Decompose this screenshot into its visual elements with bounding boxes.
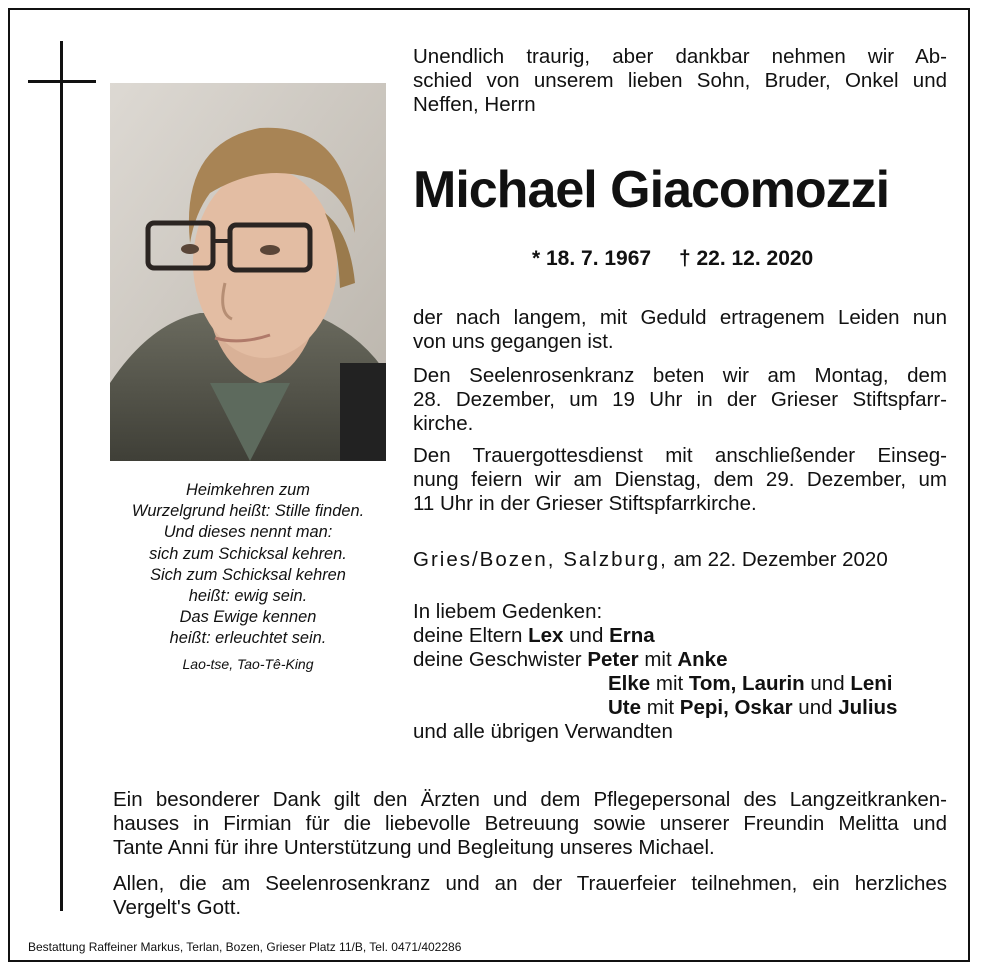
siblings-line: Elke mit Tom, Laurin und Leni: [608, 672, 893, 695]
poem-line: heißt: ewig sein.: [188, 587, 308, 606]
portrait-photo: [110, 83, 386, 461]
mourners-heading: In liebem Gedenken:: [413, 600, 603, 623]
deceased-name: Michael Giacomozzi: [413, 161, 890, 219]
thanks2-text: Allen, die am Seelenrosenkranz und an der Trauerfeier teilnehmen, ein herzliches Vergelt's Gott.: [113, 872, 947, 919]
funeral-text: Den Trauergottesdienst mit anschließender Einseg- nung feiern wir am Dienstag, dem 29. Dezember, um 11 Uhr in der Grieser Stiftspfarrkirche.: [413, 444, 947, 515]
funeral-home-footer: Bestattung Raffeiner Markus, Terlan, Bozen, Grieser Platz 11/B, Tel. 0471/402286: [28, 940, 462, 954]
cross-icon: [60, 41, 63, 911]
parents-line: deine Eltern Lex und Erna: [413, 624, 655, 647]
cross-icon-bar: [28, 80, 96, 83]
passing-text: der nach langem, mit Geduld ertragenem Leiden nun von uns gegangen ist.: [413, 306, 947, 353]
thanks-text: Ein besonderer Dank gilt den Ärzten und dem Pflegepersonal des Langzeitkranken- hauses in Firmian für die liebevolle Betreuung sowie unserer Freundin Melitta und Tante Anni für ihre Unterstützung und Begleitung unseres Michael.: [113, 788, 947, 859]
siblings-line: Ute mit Pepi, Oskar und Julius: [608, 696, 898, 719]
poem-line: Sich zum Schicksal kehren: [150, 565, 346, 584]
place: Gries/Bozen, Salzburg,: [413, 548, 668, 571]
poem-source: Lao-tse, Tao-Tê-King: [182, 655, 314, 672]
poem-line: Und dieses nennt man:: [163, 523, 333, 542]
siblings-line: deine Geschwister Peter mit Anke: [413, 648, 728, 671]
intro-text: Unendlich traurig, aber dankbar nehmen wir Ab- schied von unserem lieben Sohn, Bruder, Onkel und Neffen, Herrn: [413, 45, 947, 116]
poem-line: Wurzelgrund heißt: Stille finden.: [131, 502, 365, 521]
birth-date: * 18. 7. 1967: [532, 247, 652, 270]
poem: [110, 480, 386, 675]
relatives-line: und alle übrigen Verwandten: [413, 720, 673, 743]
date: am 22. Dezember 2020: [673, 548, 888, 571]
poem-line: sich zum Schicksal kehren.: [149, 544, 347, 563]
rosary-text: Den Seelenrosenkranz beten wir am Montag, dem 28. Dezember, um 19 Uhr in der Grieser Stiftspfarr- kirche.: [413, 364, 947, 435]
place-date: [413, 548, 947, 572]
life-dates: [532, 247, 835, 271]
poem-line: Das Ewige kennen: [179, 608, 317, 627]
poem-line: heißt: erleuchtet sein.: [169, 629, 327, 648]
poem-line: Heimkehren zum: [186, 481, 310, 499]
death-date: † 22. 12. 2020: [678, 247, 814, 270]
mourners: [413, 600, 947, 744]
